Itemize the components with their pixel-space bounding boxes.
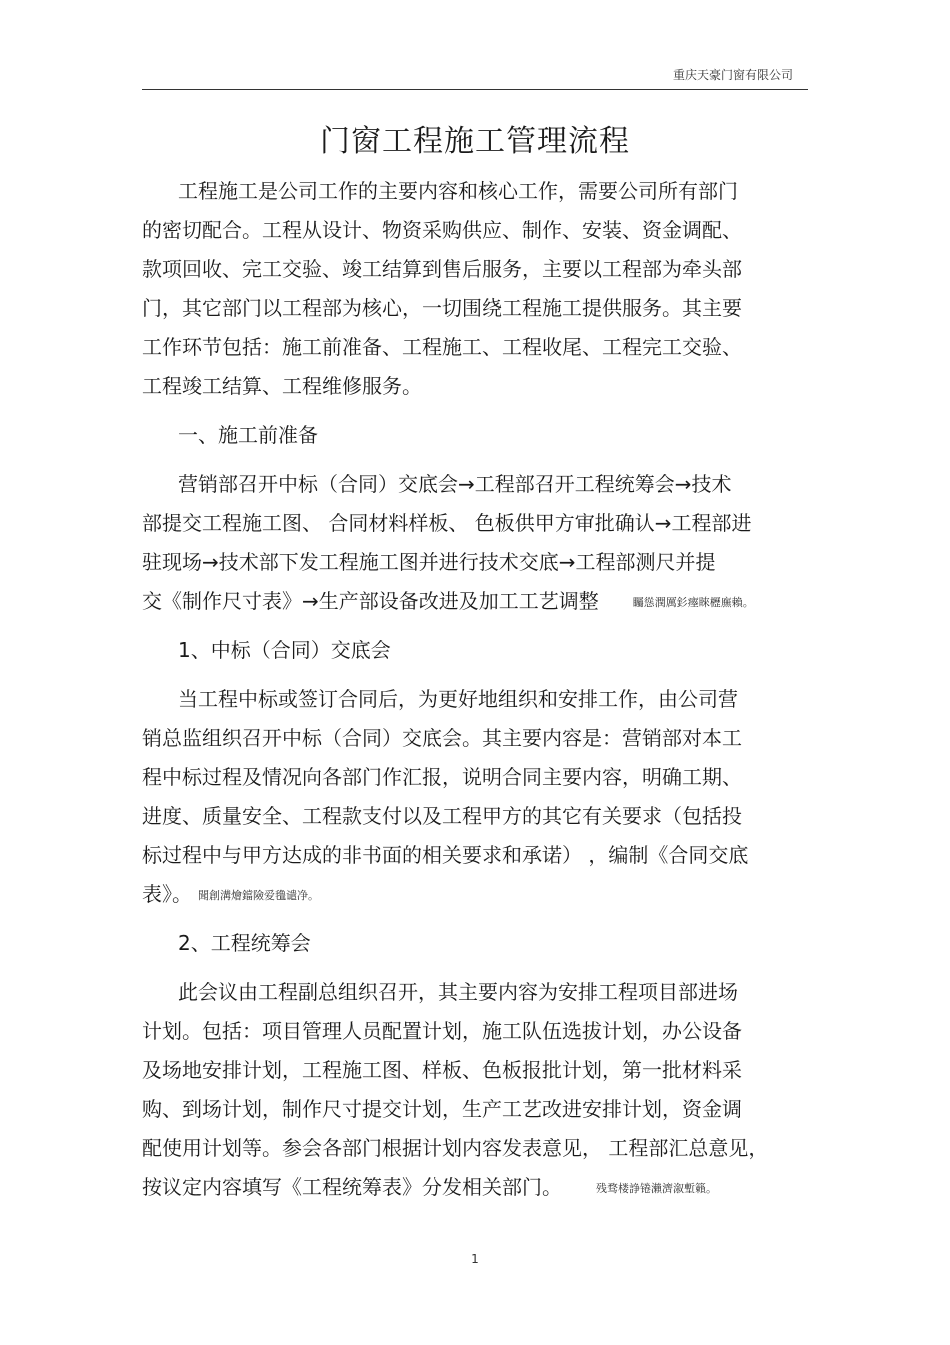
document-body — [142, 172, 808, 1207]
paragraph-line: 营销部召开中标（合同）交底会→工程部召开工程统筹会→技术 — [178, 472, 732, 496]
spacer — [142, 963, 808, 973]
paragraph-line-text: 按议定内容填写《工程统筹表》分发相关部门。 — [142, 1175, 562, 1199]
paragraph-line: 程中标过程及情况向各部门作汇报，说明合同主要内容，明确工期、 — [142, 765, 742, 789]
paragraph-line: 计划。包括：项目管理人员配置计划，施工队伍选拔计划，办公设备 — [142, 1019, 742, 1043]
paragraph-line — [142, 582, 808, 621]
section-heading: 一、施工前准备 — [178, 423, 318, 447]
page-number: 1 — [471, 1252, 479, 1266]
paragraph-line: 工作环节包括：施工前准备、工程施工、工程收尾、工程完工交验、 — [142, 335, 742, 359]
paragraph-line: 部提交工程施工图、 合同材料样板、 色板供甲方审批确认→工程部进 — [142, 511, 752, 535]
sub2-paragraph — [142, 973, 808, 1207]
spacer — [142, 914, 808, 924]
paragraph-line: 及场地安排计划，工程施工图、样板、色板报批计划，第一批材料采 — [142, 1058, 742, 1082]
header-divider — [142, 89, 808, 90]
section1-paragraph — [142, 465, 808, 621]
paragraph-line-text: 表》。 — [142, 882, 192, 906]
spacer — [142, 406, 808, 416]
intro-paragraph — [142, 172, 808, 406]
paragraph-line: 此会议由工程副总组织召开，其主要内容为安排工程项目部进场 — [178, 980, 738, 1004]
paragraph-line: 配使用计划等。参会各部门根据计划内容发表意见， 工程部汇总意见， — [142, 1136, 769, 1160]
subsection-heading: 2、工程统筹会 — [178, 931, 311, 955]
spacer — [142, 621, 808, 631]
header-company-name: 重庆天豪门窗有限公司 — [672, 68, 793, 82]
spacer — [142, 670, 808, 680]
paragraph-line: 标过程中与甲方达成的非书面的相关要求和承诺） ，编制《合同交底 — [142, 843, 749, 867]
paragraph-line: 销总监组织召开中标（合同）交底会。其主要内容是：营销部对本工 — [142, 726, 742, 750]
subsection-heading: 1、中标（合同）交底会 — [178, 638, 391, 662]
sub1-paragraph — [142, 680, 808, 914]
margin-note: 矚慫潤厲釤瘞睞櫪廡賴。 — [632, 596, 754, 609]
paragraph-line: 工程竣工结算、工程维修服务。 — [142, 374, 422, 398]
paragraph-line: 的密切配合。工程从设计、物资采购供应、制作、安装、资金调配、 — [142, 218, 742, 242]
paragraph-line: 购、到场计划，制作尺寸提交计划，生产工艺改进安排计划，资金调 — [142, 1097, 742, 1121]
paragraph-line: 当工程中标或签订合同后，为更好地组织和安排工作，由公司营 — [178, 687, 738, 711]
paragraph-line: 驻现场→技术部下发工程施工图并进行技术交底→工程部测尺并提 — [142, 550, 716, 574]
margin-note: 残骛楼諍锩瀨濟溆塹籟。 — [596, 1182, 717, 1195]
paragraph-line-text: 交《制作尺寸表》→生产部设备改进及加工工艺调整 — [142, 589, 599, 613]
paragraph-line: 进度、质量安全、工程款支付以及工程甲方的其它有关要求（包括投 — [142, 804, 742, 828]
spacer — [142, 455, 808, 465]
document-title: 门窗工程施工管理流程 — [320, 124, 630, 159]
paragraph-line — [142, 1168, 808, 1207]
margin-note: 聞創溝燴鐺險爱氇谴净。 — [198, 889, 319, 902]
paragraph-line: 工程施工是公司工作的主要内容和核心工作，需要公司所有部门 — [178, 179, 738, 203]
paragraph-line: 门，其它部门以工程部为核心，一切围绕工程施工提供服务。其主要 — [142, 296, 742, 320]
paragraph-line: 款项回收、完工交验、竣工结算到售后服务，主要以工程部为牵头部 — [142, 257, 742, 281]
paragraph-line — [142, 875, 808, 914]
